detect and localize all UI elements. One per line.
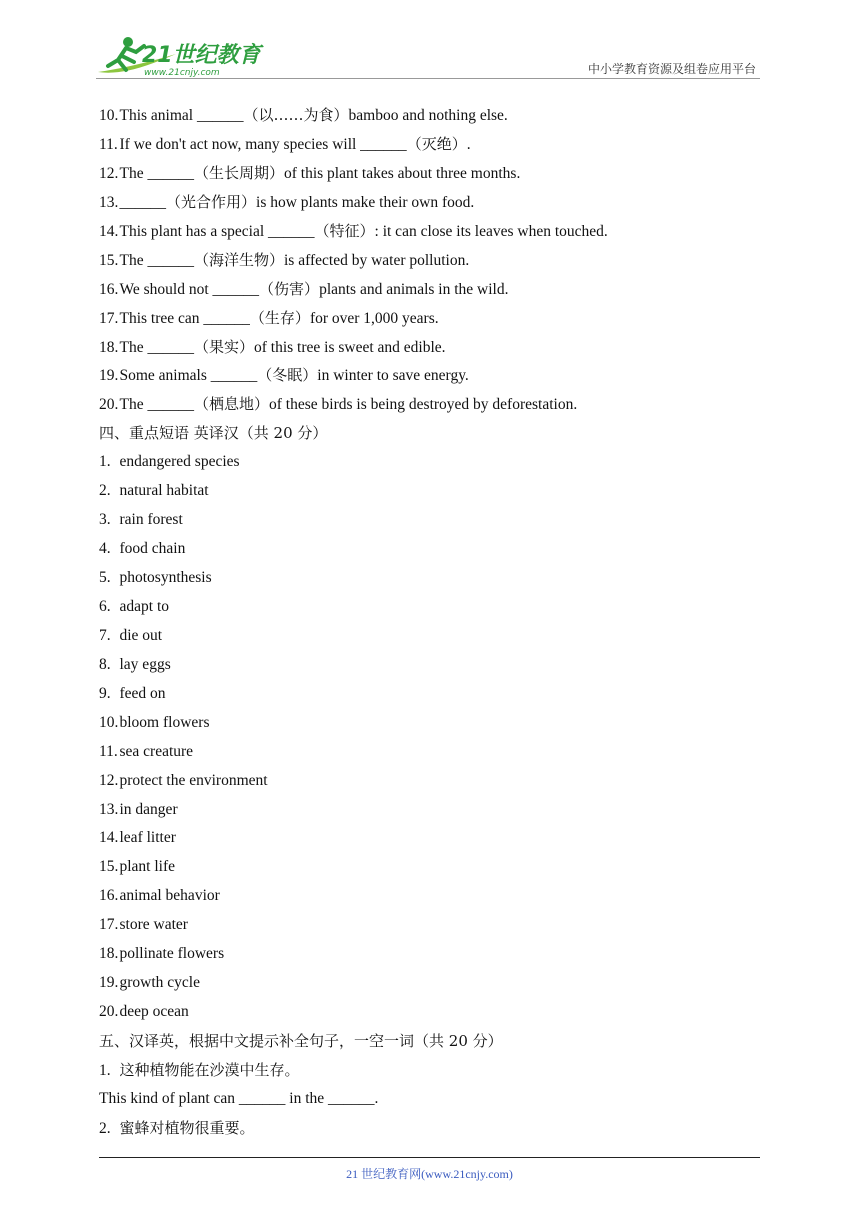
section5-question-2-prompt: 2. 蜜蜂对植物很重要。 (99, 1118, 255, 1137)
header-divider (96, 78, 760, 79)
list-item: 17.This tree can ______（生存）for over 1,000 years. (99, 308, 439, 327)
page-header (96, 30, 760, 80)
list-item: 18.The ______（果实）of this tree is sweet and edible. (99, 337, 446, 356)
section5-question-1-prompt: 1. 这种植物能在沙漠中生存。 (99, 1060, 300, 1079)
list-item: 15.plant life (99, 858, 176, 876)
list-item: 13.______（光合作用）is how plants make their own food. (99, 192, 475, 211)
list-item: 17.store water (99, 916, 188, 934)
logo-main-text: 21世纪教育 (142, 43, 261, 68)
list-item: 12.protect the environment (99, 771, 268, 789)
worksheet-content (99, 101, 759, 1143)
list-item: 15.The ______（海洋生物）is affected by water pollution. (99, 250, 470, 269)
section3-list (99, 101, 759, 419)
footer-divider (99, 1157, 760, 1158)
list-item: 14.This plant has a special ______（特征）: it can close its leaves when touched. (99, 221, 608, 240)
list-item: 13.in danger (99, 800, 178, 818)
section5-title: 五、汉译英，根据中文提示补全句子，一空一词（共 20 分） (99, 1032, 503, 1050)
section5-question-1-sentence: This kind of plant can ______ in the ______. (99, 1089, 379, 1107)
list-item: 11. sea creature (99, 742, 194, 760)
list-item: 2. natural habitat (99, 482, 209, 500)
list-item: 20.deep ocean (99, 1003, 189, 1021)
logo-sub-text: www.21cnjy.com (144, 68, 220, 78)
list-item: 1. endangered species (99, 453, 240, 471)
list-item: 16.We should not ______（伤害）plants and animals in the wild. (99, 279, 509, 298)
section4-list (99, 448, 759, 1027)
list-item: 12.The ______（生长周期）of this plant takes about three months. (99, 163, 521, 182)
list-item: 11. If we don't act now, many species will ______（灭绝）. (99, 134, 471, 153)
list-item: 16.animal behavior (99, 887, 220, 905)
list-item: 18.pollinate flowers (99, 945, 225, 963)
header-platform-text: 中小学教育资源及组卷应用平台 (587, 62, 756, 76)
list-item: 10.bloom flowers (99, 713, 210, 731)
list-item: 14.leaf litter (99, 829, 176, 847)
footer-site-link[interactable]: 21 世纪教育网(www.21cnjy.com) (346, 1167, 513, 1181)
list-item: 8. lay eggs (99, 655, 171, 673)
list-item: 10.This animal ______（以……为食）bamboo and nothing else. (99, 106, 508, 124)
list-item: 4. food chain (99, 540, 186, 558)
list-item: 9. feed on (99, 684, 166, 702)
list-item: 19.growth cycle (99, 974, 200, 992)
logo-21cnjy (96, 32, 266, 78)
list-item: 7. die out (99, 626, 163, 644)
list-item: 19.Some animals ______（冬眠）in winter to save energy. (99, 366, 469, 385)
list-item: 20.The ______（栖息地）of these birds is being destroyed by deforestation. (99, 395, 578, 414)
runner-head-icon (123, 37, 133, 47)
page-footer (99, 1157, 760, 1182)
list-item: 6. adapt to (99, 597, 169, 615)
section4-title: 四、重点短语 英译汉（共 20 分） (99, 424, 328, 443)
list-item: 5. photosynthesis (99, 569, 212, 586)
list-item: 3. rain forest (99, 511, 183, 529)
